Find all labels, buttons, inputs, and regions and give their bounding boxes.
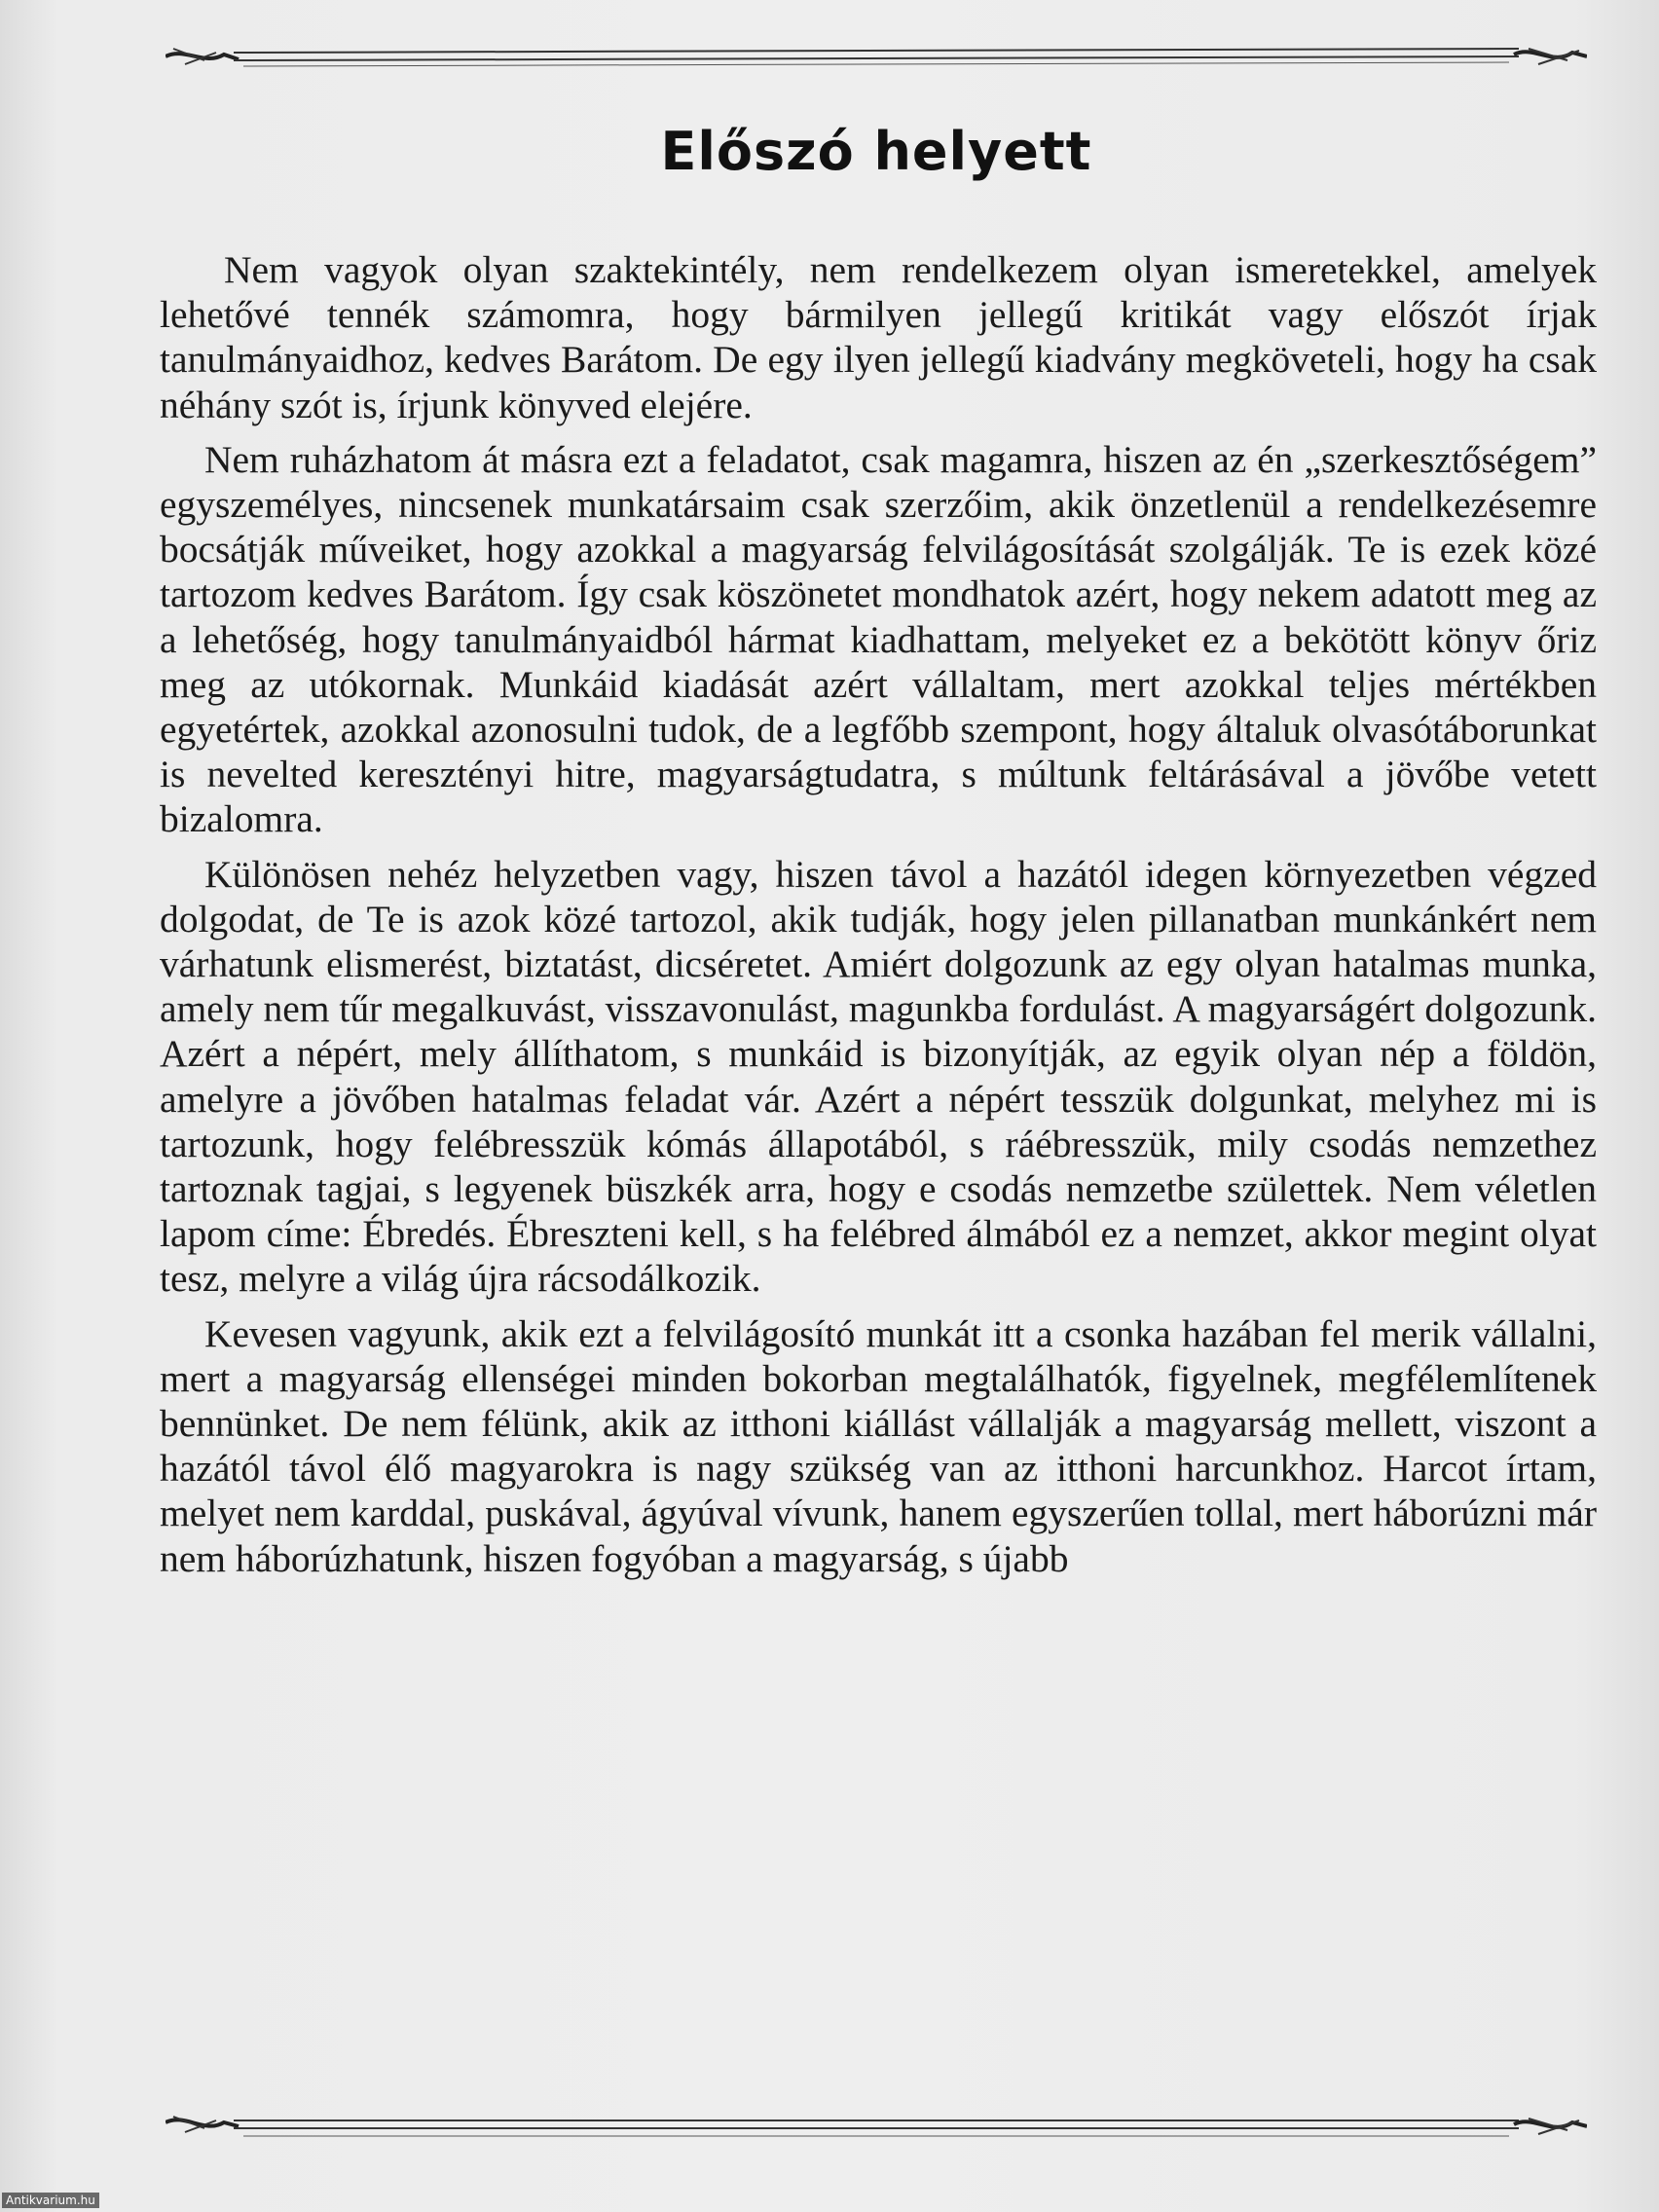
paragraph-1: Nem vagyok olyan szaktekintély, nem rendelkezem olyan ismeretekkel, amelyek lehetővé tennék számomra, hogy bármilyen jellegű kritikát vagy előszót írjak tanulmányaidhoz, kedves Barátom. De egy ilyen jellegű kiadvány megköveteli, hogy ha csak néhány szót is, írjunk könyved elejére. xyxy=(160,248,1597,426)
paragraph-2: Nem ruházhatom át másra ezt a feladatot, csak magamra, hiszen az én „szerkesztőségem” egyszemélyes, nincsenek munkatársaim csak szerzőim, akik önzetlenül a rendelkezésemre bocsátják műveiket, hogy azokkal a magyarság felvilágosítását szolgálják. Te is ezek közé tartozom kedves Barátom. Így csak köszönetet mondhatok azért, hogy nekem adatott meg az a lehetőség, hogy tanulmányaidból hármat kiadhattam, melyeket ez a bekötött könyv őriz meg az utókornak. Munkáid kiadását azért vállaltam, mert azokkal teljes mértékben egyetértek, azokkal azonosulni tudok, de a legfőbb szempont, hogy általuk olvasótáborunkat is nevelted keresztényi hitre, magyarságtudatra, s múltunk feltárásával a jövőbe vetett bizalomra. xyxy=(160,437,1597,841)
body-text xyxy=(160,247,1597,1591)
paragraph-4: Kevesen vagyunk, akik ezt a felvilágosító munkát itt a csonka hazában fel merik vállalni, mert a magyarság ellenségei minden bokorban megtalálhatók, figyelnek, megfélemlítenek bennünket. De nem félünk, akik az itthoni kiállást vállalják a magyarság mellett, viszont a hazától távol élő magyarokra is nagy szükség van az itthoni harcunkhoz. Harcot írtam, melyet nem karddal, puskával, ágyúval vívunk, hanem egyszerűen tollal, mert háborúzni már nem háborúzhatunk, hiszen fogyóban a magyarság, s újabb xyxy=(160,1311,1597,1580)
watermark-label: Antikvarium.hu xyxy=(2,2193,99,2208)
paragraph-3: Különösen nehéz helyzetben vagy, hiszen távol a hazától idegen környezetben végzed dolgodat, de Te is azok közé tartozol, akik tudják, hogy jelen pillanatban munkánkért nem várhatunk elismerést, biztatást, dicséretet. Amiért dolgozunk az egy olyan hatalmas munka, amely nem tűr megalkuvást, visszavonulást, magunkba fordulást. A magyarságért dolgozunk. Azért a népért, mely állíthatom, s munkáid is bizonyítják, az egyik olyan nép a földön, amelyre a jövőben hatalmas feladat vár. Azért a népért tesszük dolgunkat, melyhez mi is tartozunk, hogy felébresszük kómás állapotából, s ráébresszük, mily csodás nemzethez tartoznak tagjai, s legyenek büszkék arra, hogy e csodás nemzetbe születtek. Nem véletlen lapom címe: Ébredés. Ébreszteni kell, s ha felébred álmából ez a nemzet, akkor megint olyat tesz, melyre a világ újra rácsodálkozik. xyxy=(160,852,1597,1301)
top-ornament-divider xyxy=(166,27,1587,86)
page-title: Előszó helyett xyxy=(660,121,1092,182)
bottom-ornament-divider xyxy=(166,2099,1587,2157)
